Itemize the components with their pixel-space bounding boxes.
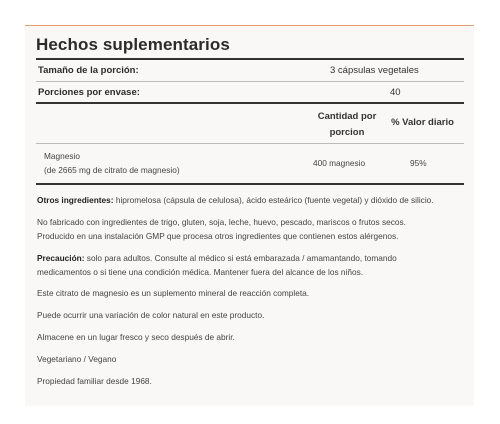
nutrient-source: (de 2665 mg de citrato de magnesio) — [44, 165, 180, 175]
nutrient-name: Magnesio — [44, 151, 80, 161]
allergen-line-2: Producido en una instalación GMP que procesa otros ingredientes que contienen estos alérgenos. — [37, 230, 399, 241]
color-variation-note: Puede ocurrir una variación de color natural en este producto. — [37, 310, 265, 320]
amount-header-line2: porcion — [329, 127, 365, 138]
serving-size-value: 3 cápsulas vegetales — [330, 65, 419, 76]
family-owned-note: Propiedad familiar desde 1968. — [37, 376, 152, 386]
storage-note: Almacene en un lugar fresco y seco después de abrir. — [37, 332, 235, 342]
servings-label: Porciones por envase: — [38, 87, 140, 98]
panel-title: Hechos suplementarios — [36, 35, 230, 54]
caution-label: Precaución: — [37, 253, 85, 263]
other-ingredients — [37, 194, 465, 208]
daily-value-header: % Valor diario — [391, 117, 454, 128]
diet-note: Vegetariano / Vegano — [37, 354, 117, 364]
caution-statement — [37, 252, 465, 279]
servings-divider — [36, 102, 464, 104]
allergen-line-1: No fabricado con ingredientes de trigo, gluten, soja, leche, huevo, pescado, mariscos o frutos secos. — [37, 217, 406, 227]
servings-value: 40 — [390, 87, 401, 98]
allergen-statement — [37, 216, 465, 243]
serving-size-label: Tamaño de la porción: — [38, 65, 139, 76]
other-ingredients-text: hipromelosa (cápsula de celulosa), ácido esteárico (fuente vegetal) y dióxido de silicio. — [113, 195, 434, 205]
caution-line-2: medicamentos o si tiene una condición médica. Mantener fuera del alcance de los niños. — [37, 266, 364, 277]
supplement-facts-panel — [25, 25, 474, 406]
caution-line-1: solo para adultos. Consulte al médico si está embarazada / amamantando, tomando — [84, 253, 397, 263]
nutrient-daily-value: 95% — [410, 158, 427, 168]
other-ingredients-label: Otros ingredientes: — [37, 195, 114, 205]
serving-divider — [36, 81, 464, 82]
amount-per-serving-header — [307, 109, 387, 141]
header-divider — [36, 143, 464, 144]
table-bottom-divider — [36, 183, 464, 185]
nutrient-amount: 400 magnesio — [313, 158, 366, 168]
amount-header-line1: Cantidad por — [317, 111, 377, 122]
title-divider — [36, 58, 464, 60]
product-description: Este citrato de magnesio es un suplemento mineral de reacción completa. — [37, 288, 310, 298]
